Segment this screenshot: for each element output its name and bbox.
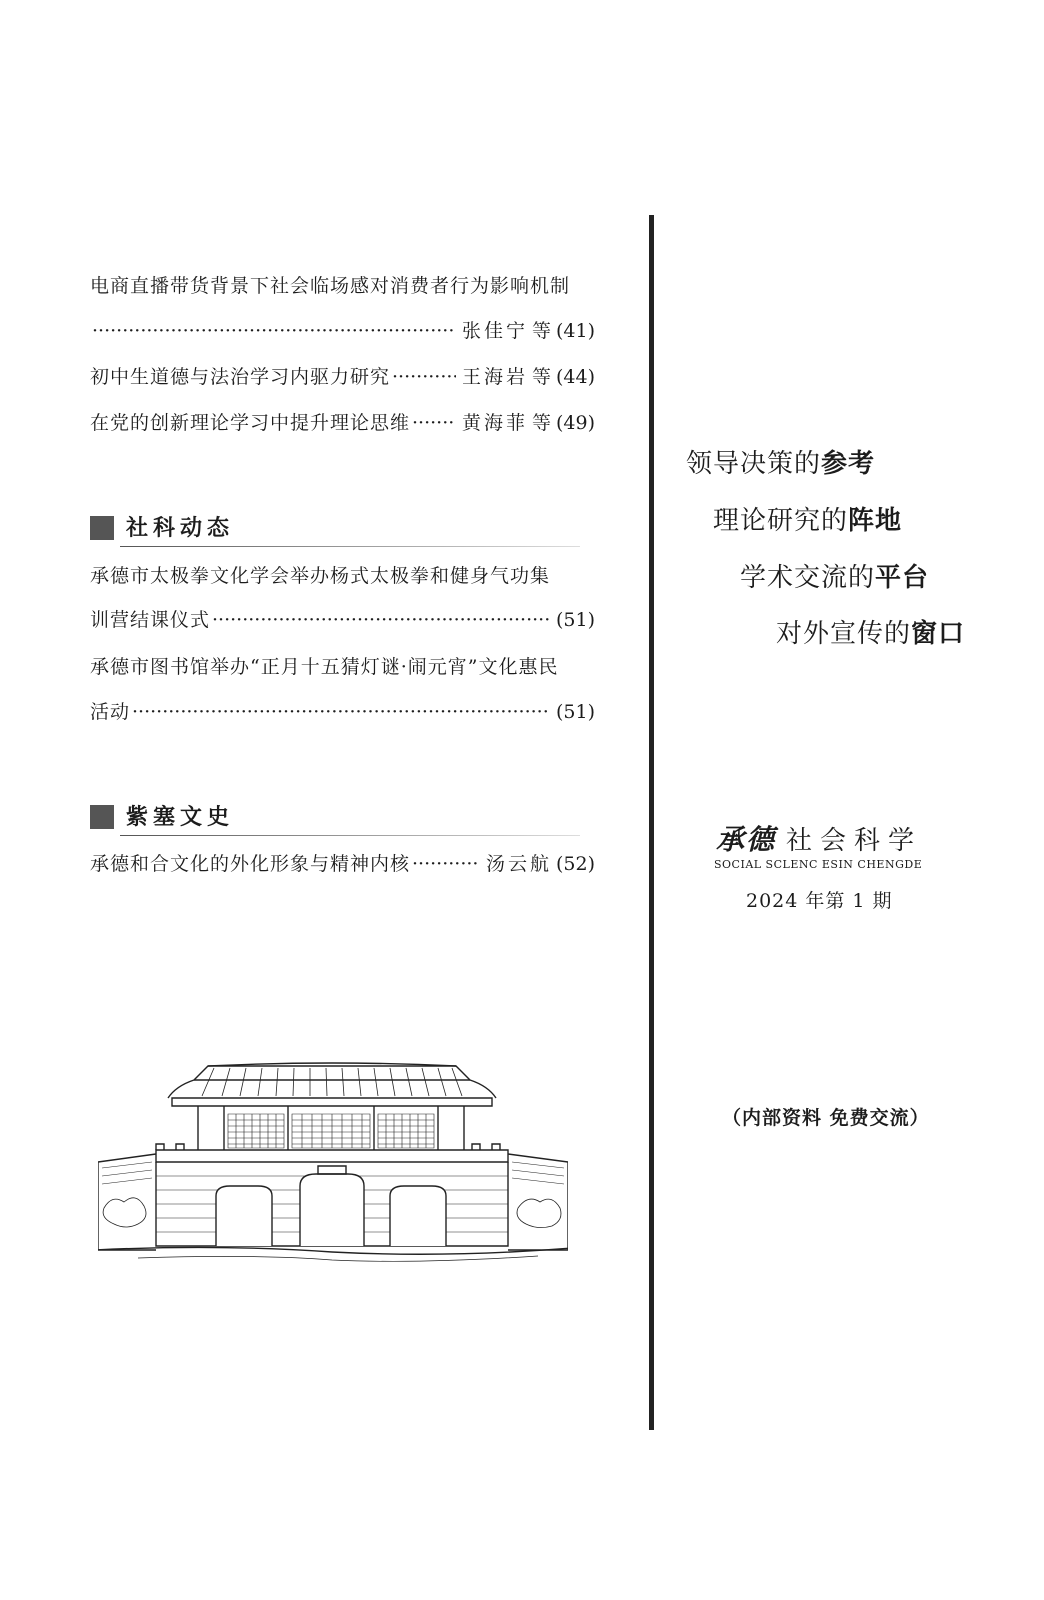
toc-page: (41) [555, 320, 595, 342]
toc-etal: 等 [531, 412, 552, 434]
journal-english-name: SOCIAL SCLENC ESIN CHENGDE [714, 858, 923, 871]
section-header-social-science-news [90, 513, 580, 543]
section-marker [90, 805, 114, 829]
dot-leader [212, 605, 550, 635]
slogan-emphasis: 参考 [821, 449, 876, 479]
section-rule [120, 835, 580, 836]
slogan-text: 学术交流的 [740, 563, 876, 593]
toc-entry-meta[interactable] [90, 697, 595, 727]
dot-leader [412, 849, 480, 879]
toc-page: (51) [555, 609, 595, 631]
toc-page: (52) [555, 853, 595, 875]
toc-etal: 等 [531, 366, 552, 388]
slogan-line [776, 613, 965, 650]
toc-entry[interactable] [90, 362, 595, 392]
toc-title: 承德和合文化的外化形象与精神内核 [90, 853, 411, 875]
toc-author: 汤云航 [485, 853, 552, 875]
temple-gate-illustration [98, 1058, 568, 1263]
toc-author: 张佳宁 [461, 320, 528, 342]
dot-leader [412, 408, 456, 438]
section-title: 社科动态 [126, 515, 235, 541]
slogan-emphasis: 阵地 [848, 506, 903, 536]
toc-entry[interactable] [90, 408, 595, 438]
toc-page: (51) [555, 701, 595, 723]
dot-leader [92, 316, 456, 346]
slogan-line [686, 443, 875, 480]
slogan-emphasis: 窗口 [911, 619, 966, 649]
toc-title: 在党的创新理论学习中提升理论思维 [90, 412, 411, 434]
toc-author: 黄海菲 [461, 412, 528, 434]
slogan-text: 领导决策的 [686, 449, 822, 479]
toc-entry-title[interactable] [90, 271, 595, 301]
toc-entry[interactable] [90, 849, 595, 879]
journal-name: 社会科学 [786, 826, 923, 856]
slogan-emphasis: 平台 [875, 563, 930, 593]
toc-entry-meta[interactable] [90, 316, 595, 346]
vertical-divider [649, 215, 654, 1430]
issue-number: 2024 年第 1 期 [746, 890, 893, 912]
slogan-line [713, 500, 902, 537]
section-header-history [90, 802, 580, 832]
section-rule [120, 546, 580, 547]
internal-notice: （内部资料 免费交流） [722, 1107, 930, 1129]
slogan-text: 理论研究的 [713, 506, 849, 536]
toc-page: (44) [555, 366, 595, 388]
dot-leader [132, 697, 550, 727]
dot-leader [392, 362, 456, 392]
toc-title-cont: 活动 [90, 701, 131, 723]
toc-title: 电商直播带货背景下社会临场感对消费者行为影响机制 [90, 275, 571, 297]
journal-logo: 承德 [716, 823, 777, 856]
slogan-line [740, 557, 929, 594]
toc-title: 承德市太极拳文化学会举办杨式太极拳和健身气功集 [90, 565, 551, 587]
toc-title-cont: 训营结课仪式 [90, 609, 211, 631]
toc-page: (49) [555, 412, 595, 434]
toc-title: 承德市图书馆举办“正月十五猜灯谜·闹元宵”文化惠民 [90, 656, 559, 678]
toc-title: 初中生道德与法治学习内驱力研究 [90, 366, 391, 388]
toc-entry-title[interactable] [90, 561, 595, 591]
section-title: 紫塞文史 [126, 804, 235, 830]
slogan-text: 对外宣传的 [776, 619, 912, 649]
toc-entry-meta[interactable] [90, 605, 595, 635]
section-marker [90, 516, 114, 540]
toc-etal: 等 [531, 320, 552, 342]
toc-author: 王海岩 [461, 366, 528, 388]
toc-entry-title[interactable] [90, 652, 595, 682]
